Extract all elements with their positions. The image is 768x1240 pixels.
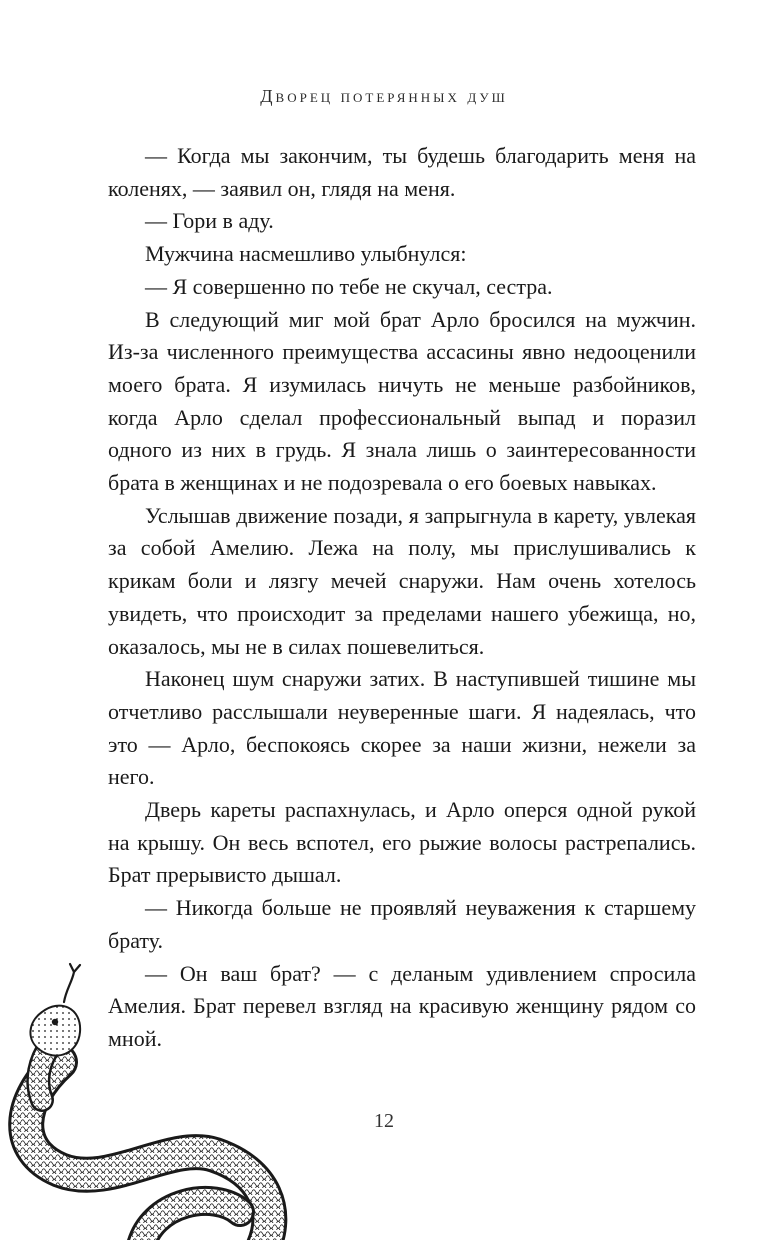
paragraph: В следующий миг мой брат Арло бросился на мужчин. Из-за численного преимущества ассасины явно недооценили моего брата. Я изумилась ничуть не меньше разбойников, когда Арло сделал профессиональный выпад и поразил одного из них в грудь. Я знала лишь о заинтересованности брата в женщинах и не подозревала о его боевых навыках.	[108, 306, 696, 496]
paragraph: Мужчина насмешливо улыбнулся:	[145, 241, 467, 267]
paragraph: — Он ваш брат? — с деланым удивлением спросила Амелия. Брат перевел взгляд на красивую женщину рядом со мной.	[108, 960, 696, 1051]
page-number: 12	[374, 1110, 394, 1132]
paragraph: — Я совершенно по тебе не скучал, сестра.	[145, 273, 553, 299]
snake-icon	[0, 950, 310, 1240]
paragraph: — Гори в аду.	[145, 208, 274, 234]
body-text	[108, 140, 696, 1056]
paragraph: Наконец шум снаружи затих. В наступившей тишине мы отчетливо расслышали неуверенные шаги. Я надеялась, что это — Арло, беспокоясь скорее за наши жизни, нежели за него.	[108, 666, 696, 790]
running-title: Дворец потерянных душ	[260, 86, 508, 106]
paragraph: — Никогда больше не проявляй неуважения к старшему брату.	[108, 895, 696, 953]
paragraph: Дверь кареты распахнулась, и Арло оперся одной рукой на крышу. Он весь вспотел, его рыжие волосы растрепались. Брат прерывисто дышал.	[108, 797, 696, 888]
paragraph: — Когда мы закончим, ты будешь благодарить меня на коленях, — заявил он, глядя на меня.	[108, 143, 696, 201]
paragraph: Услышав движение позади, я запрыгнула в карету, увлекая за собой Амелию. Лежа на полу, мы прислушивались к крикам боли и лязгу мечей снаружи. Нам очень хотелось увидеть, что происходит за пределами нашего убежища, но, оказалось, мы не в силах пошевелиться.	[108, 502, 696, 659]
